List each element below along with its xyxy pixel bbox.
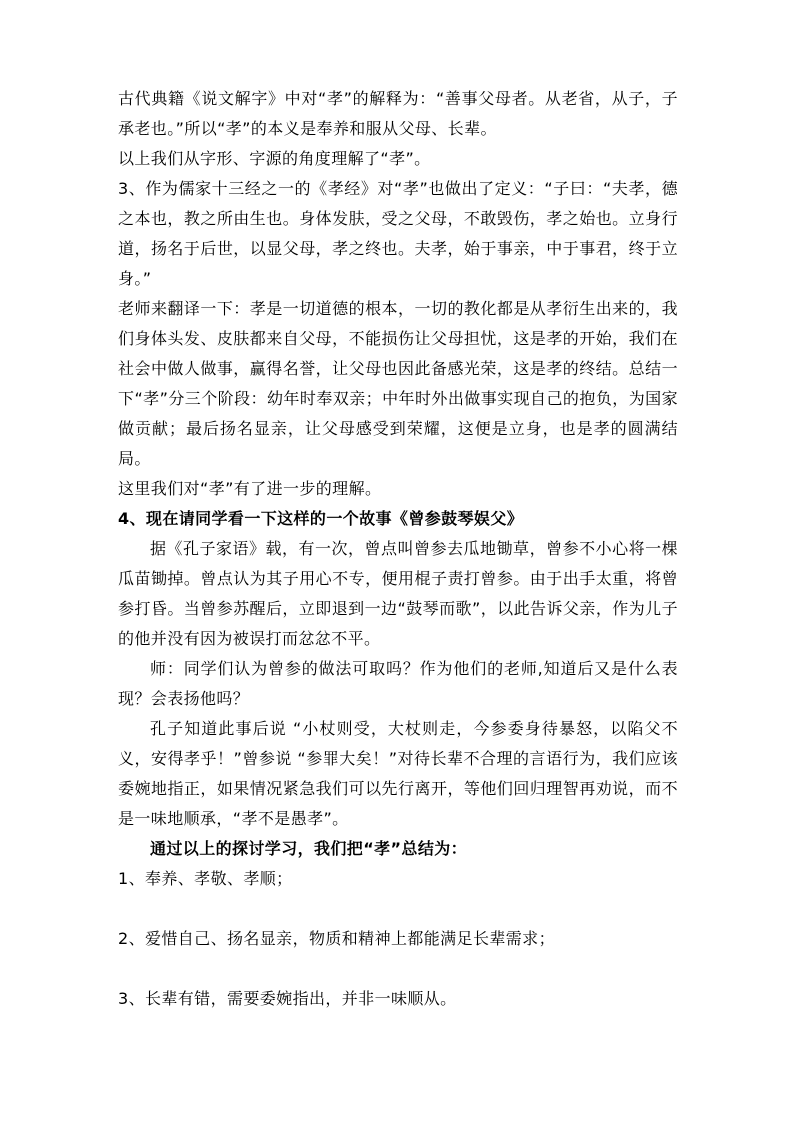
paragraph-teacher-question: 师：同学们认为曾参的做法可取吗？作为他们的老师,知道后又是什么表现？会表扬他吗？ xyxy=(118,659,678,708)
summary-item-1: 1、奉养、孝敬、孝顺； xyxy=(118,869,293,888)
summary-item-2: 2、爱惜自己、扬名显亲，物质和精神上都能满足长辈需求； xyxy=(118,929,555,948)
paragraph-teacher-translation: 老师来翻译一下：孝是一切道德的根本，一切的教化都是从孝衍生出来的，我们身体头发、皮肤都来自父母，不能损伤让父母担忧，这是孝的开始，我们在社会中做人做事，赢得名誉，让父母也因此备感光荣，这是孝的终结。总结一下“孝”分三个阶段：幼年时奉双亲；中年时外出做事实现自己的抱负，为国家做贡献；最后扬名显亲，让父母感受到荣耀，这便是立身，也是孝的圆满结局。 xyxy=(118,299,678,468)
paragraph-glyph-understanding: 以上我们从字形、字源的角度理解了“孝”。 xyxy=(118,149,431,168)
paragraph-further-understanding: 这里我们对“孝”有了进一步的理解。 xyxy=(118,479,382,498)
document-body xyxy=(118,84,678,1014)
blank-line xyxy=(118,954,678,984)
summary-heading: 通过以上的探讨学习，我们把“孝”总结为： xyxy=(150,839,468,858)
paragraph-story-text: 据《孔子家语》载，有一次，曾点叫曾参去瓜地锄草，曾参不小心将一棵瓜苗锄掉。曾点认为其子用心不专，便用棍子责打曾参。由于出手太重，将曾参打昏。当曾参苏醒后，立即退到一边“鼓琴而歌”，以此告诉父亲，作为儿子的他并没有因为被误打而忿忿不平。 xyxy=(118,539,678,648)
summary-item-3: 3、长辈有错，需要委婉指出，并非一味顺从。 xyxy=(118,989,457,1008)
section-heading-story: 4、现在请同学看一下这样的一个故事《曾参鼓琴娱父》 xyxy=(118,509,524,528)
paragraph-confucius-response: 孔子知道此事后说 “小杖则受，大杖则走，今参委身待暴怒，以陷父不义，安得孝乎！”曾参说 “参罪大矣！”对待长辈不合理的言语行为，我们应该委婉地指正，如果情况紧急我们可以先行离开，等他们回归理智再劝说，而不是一味地顺承，“孝不是愚孝”。 xyxy=(118,719,678,828)
paragraph-xiaojing-definition: 3、作为儒家十三经之一的《孝经》对“孝”也做出了定义：“子曰：“夫孝，德之本也，教之所由生也。身体发肤，受之父母，不敢毁伤，孝之始也。立身行道，扬名于后世，以显父母，孝之终也。夫孝，始于事亲，中于事君，终于立身。” xyxy=(118,179,678,288)
paragraph-shuowen-definition: 古代典籍《说文解字》中对“孝”的解释为：“善事父母者。从老省，从子，子承老也。”所以“孝”的本义是奉养和服从父母、长辈。 xyxy=(118,89,678,138)
blank-line xyxy=(118,894,678,924)
